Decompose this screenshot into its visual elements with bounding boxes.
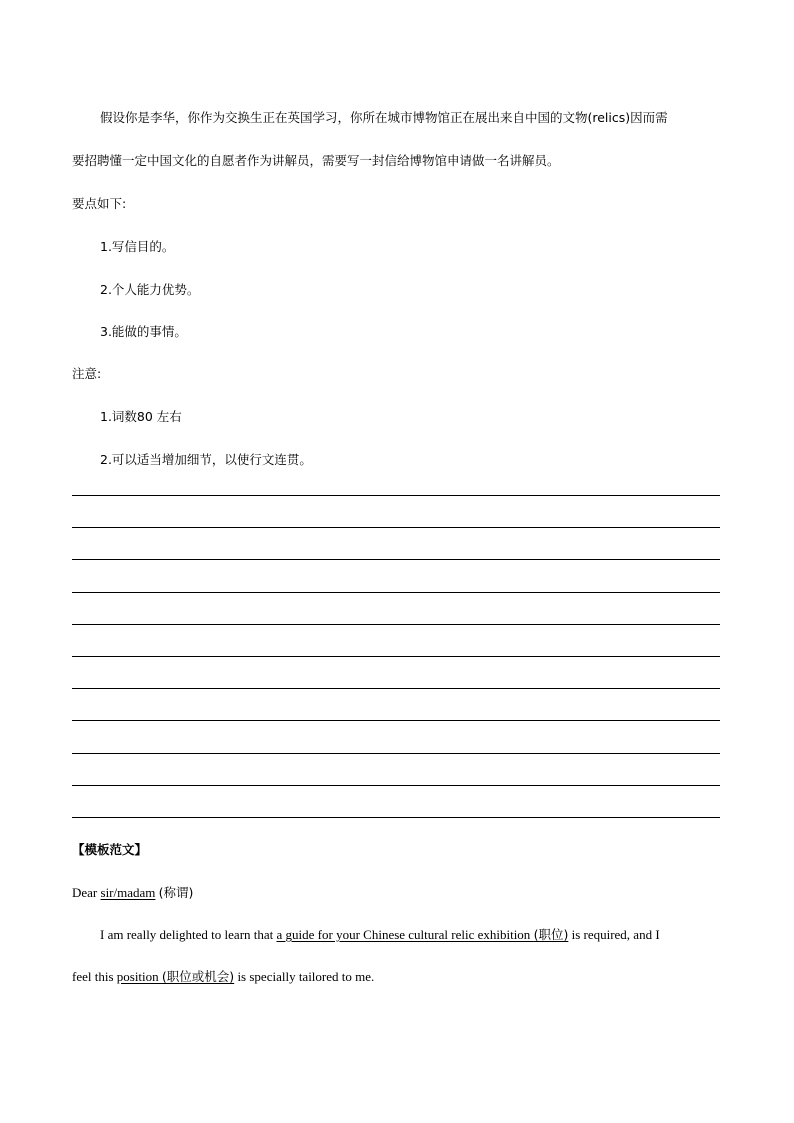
answer-line [72,785,720,786]
answer-line [72,527,720,528]
body1-underlined [277,927,569,942]
answer-line [72,753,720,754]
salutation-underlined: sir/madam [100,885,156,900]
prompt-line-2: 要招聘懂一定中国文化的自愿者作为讲解员，需要写一封信给博物馆申请做一名讲解员。 [72,153,560,168]
body2-text-b: is specially tailored to me. [234,969,375,984]
body2-text-a: feel this [72,969,117,984]
body2-underlined-text: position [116,969,162,984]
notes-heading: 注意: [72,366,102,381]
answer-line [72,720,720,721]
answer-line [72,817,720,818]
body1-note: (职位) [533,927,569,942]
point-item-3: 3.能做的事情。 [100,324,187,339]
point-item-2: 2.个人能力优势。 [100,282,200,297]
answer-line [72,624,720,625]
template-heading: 【模板范文】 [72,842,148,857]
body-line-1 [100,925,722,943]
prompt-line-1: 假设你是李华，你作为交换生正在英国学习，你所在城市博物馆正在展出来自中国的文物(relics)因而需 [100,110,668,125]
body-line-2 [72,967,374,985]
body2-underlined [117,969,234,984]
note-item-2: 2.可以适当增加细节，以使行文连贯。 [100,452,312,467]
body-line-1-content [100,925,660,943]
answer-line [72,592,720,593]
answer-line [72,688,720,689]
salutation-note: (称谓) [158,885,194,900]
body2-note: (职位或机会) [161,969,235,984]
salutation [72,883,193,901]
note-item-1: 1.词数80 左右 [100,409,182,424]
answer-line [72,559,720,560]
body1-underlined-text: a guide for your Chinese cultural relic exhibition [276,927,534,942]
body1-text-b: is required, and I [568,927,660,942]
points-heading: 要点如下: [72,196,127,211]
point-item-1: 1.写信目的。 [100,239,175,254]
body1-text-a: I am really delighted to learn that [100,927,277,942]
answer-line [72,495,720,496]
answer-line [72,656,720,657]
salutation-prefix: Dear [72,885,101,900]
